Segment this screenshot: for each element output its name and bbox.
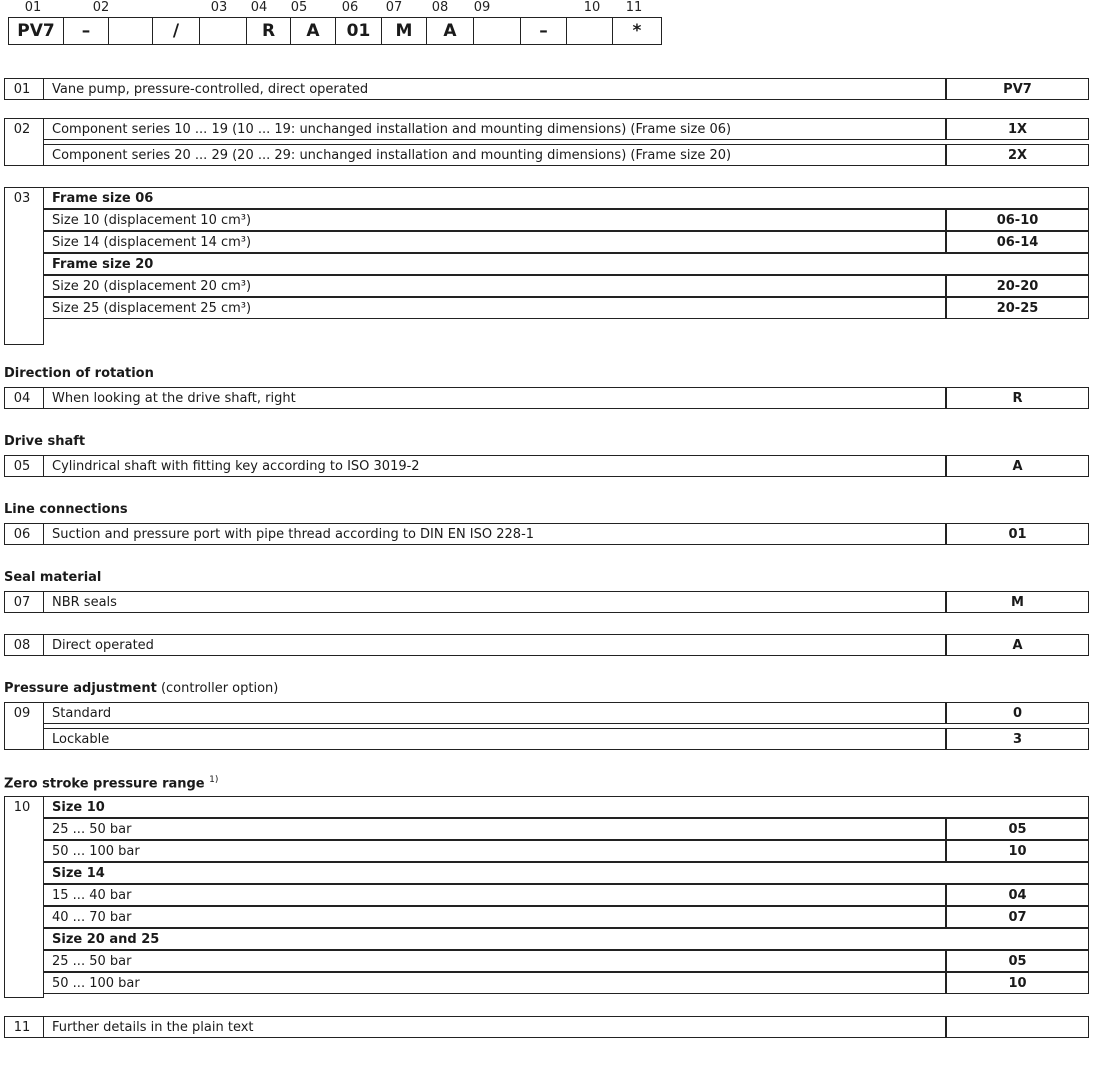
pos-06: 06 bbox=[341, 0, 359, 15]
footnote-marker: 1) bbox=[209, 775, 219, 785]
code-cell: – bbox=[520, 17, 566, 45]
code-cell: – bbox=[63, 17, 108, 45]
row-description: 40 ... 70 bar bbox=[43, 906, 946, 928]
pos-04: 04 bbox=[250, 0, 268, 15]
code-cell: PV7 bbox=[8, 17, 63, 45]
row-code: 3 bbox=[946, 728, 1089, 750]
row-description: Size 20 (displacement 20 cm³) bbox=[43, 275, 946, 297]
code-cell bbox=[108, 17, 152, 45]
pos-10: 10 bbox=[583, 0, 601, 15]
row-code: 10 bbox=[946, 840, 1089, 862]
row-code: M bbox=[946, 591, 1089, 613]
section-title: Direction of rotation bbox=[4, 366, 154, 381]
row-description: Size 25 (displacement 25 cm³) bbox=[43, 297, 946, 319]
row-code: 20-20 bbox=[946, 275, 1089, 297]
row-number: 07 bbox=[13, 595, 31, 610]
code-cell bbox=[473, 17, 520, 45]
row-description: Component series 20 ... 29 (20 ... 29: unchanged installation and mounting dimensions) (Frame size 20) bbox=[43, 144, 946, 166]
row-description: When looking at the drive shaft, right bbox=[43, 387, 946, 409]
row-description: Suction and pressure port with pipe thread according to DIN EN ISO 228-1 bbox=[43, 523, 946, 545]
pos-01: 01 bbox=[24, 0, 42, 15]
row-code: 05 bbox=[946, 818, 1089, 840]
subheading: Size 20 and 25 bbox=[43, 928, 1089, 950]
section-title: Drive shaft bbox=[4, 434, 86, 449]
pos-05: 05 bbox=[290, 0, 308, 15]
code-cell bbox=[199, 17, 246, 45]
row-code: 06-14 bbox=[946, 231, 1089, 253]
pos-03: 03 bbox=[210, 0, 228, 15]
row-code: 04 bbox=[946, 884, 1089, 906]
code-cell: A bbox=[290, 17, 335, 45]
row-number: 03 bbox=[13, 191, 31, 206]
code-cell: / bbox=[152, 17, 199, 45]
section-title: Zero stroke pressure range $^{1)}$ bbox=[4, 775, 219, 792]
row-code: 1X bbox=[946, 118, 1089, 140]
code-cell: 01 bbox=[335, 17, 381, 45]
row-code: 0 bbox=[946, 702, 1089, 724]
pos-02: 02 bbox=[92, 0, 110, 15]
row-description: Vane pump, pressure-controlled, direct operated bbox=[43, 78, 946, 100]
row-description: Standard bbox=[43, 702, 946, 724]
pos-07: 07 bbox=[385, 0, 403, 15]
row-description: Size 14 (displacement 14 cm³) bbox=[43, 231, 946, 253]
row-code: 06-10 bbox=[946, 209, 1089, 231]
row-description: Lockable bbox=[43, 728, 946, 750]
row-description: 25 ... 50 bar bbox=[43, 818, 946, 840]
row-description: 50 ... 100 bar bbox=[43, 840, 946, 862]
subheading: Size 14 bbox=[43, 862, 1089, 884]
row-code: 20-25 bbox=[946, 297, 1089, 319]
row-description: 50 ... 100 bar bbox=[43, 972, 946, 994]
row-code: 2X bbox=[946, 144, 1089, 166]
row-description: Size 10 (displacement 10 cm³) bbox=[43, 209, 946, 231]
row-description: 15 ... 40 bar bbox=[43, 884, 946, 906]
row-number: 05 bbox=[13, 459, 31, 474]
row-number: 10 bbox=[13, 800, 31, 815]
subheading: Frame size 20 bbox=[43, 253, 1089, 275]
row-number: 06 bbox=[13, 527, 31, 542]
row-code: A bbox=[946, 634, 1089, 656]
pos-08: 08 bbox=[431, 0, 449, 15]
row-number: 02 bbox=[13, 122, 31, 137]
row-number: 09 bbox=[13, 706, 31, 721]
row-number: 08 bbox=[13, 638, 31, 653]
row-code bbox=[946, 1016, 1089, 1038]
row-description: Cylindrical shaft with fitting key according to ISO 3019-2 bbox=[43, 455, 946, 477]
row-description: Component series 10 ... 19 (10 ... 19: unchanged installation and mounting dimensions) (Frame size 06) bbox=[43, 118, 946, 140]
row-number: 11 bbox=[13, 1020, 31, 1035]
subheading: Size 10 bbox=[43, 796, 1089, 818]
section-title: Seal material bbox=[4, 570, 102, 585]
row-code: 01 bbox=[946, 523, 1089, 545]
row-code: 07 bbox=[946, 906, 1089, 928]
row-description: Direct operated bbox=[43, 634, 946, 656]
section-title: Pressure adjustment (controller option) bbox=[4, 681, 279, 696]
code-cell bbox=[566, 17, 612, 45]
row-code: A bbox=[946, 455, 1089, 477]
row-description: Further details in the plain text bbox=[43, 1016, 946, 1038]
row-number: 04 bbox=[13, 391, 31, 406]
code-cell: A bbox=[426, 17, 473, 45]
pos-11: 11 bbox=[625, 0, 643, 15]
code-cell: M bbox=[381, 17, 426, 45]
row-description: NBR seals bbox=[43, 591, 946, 613]
code-cell: R bbox=[246, 17, 290, 45]
pos-09: 09 bbox=[473, 0, 491, 15]
code-cell: * bbox=[612, 17, 662, 45]
row-code: PV7 bbox=[946, 78, 1089, 100]
row-code: 05 bbox=[946, 950, 1089, 972]
row-description: 25 ... 50 bar bbox=[43, 950, 946, 972]
row-code: 10 bbox=[946, 972, 1089, 994]
row-number: 01 bbox=[13, 82, 31, 97]
row-code: R bbox=[946, 387, 1089, 409]
subheading: Frame size 06 bbox=[43, 187, 1089, 209]
section-title: Line connections bbox=[4, 502, 128, 517]
